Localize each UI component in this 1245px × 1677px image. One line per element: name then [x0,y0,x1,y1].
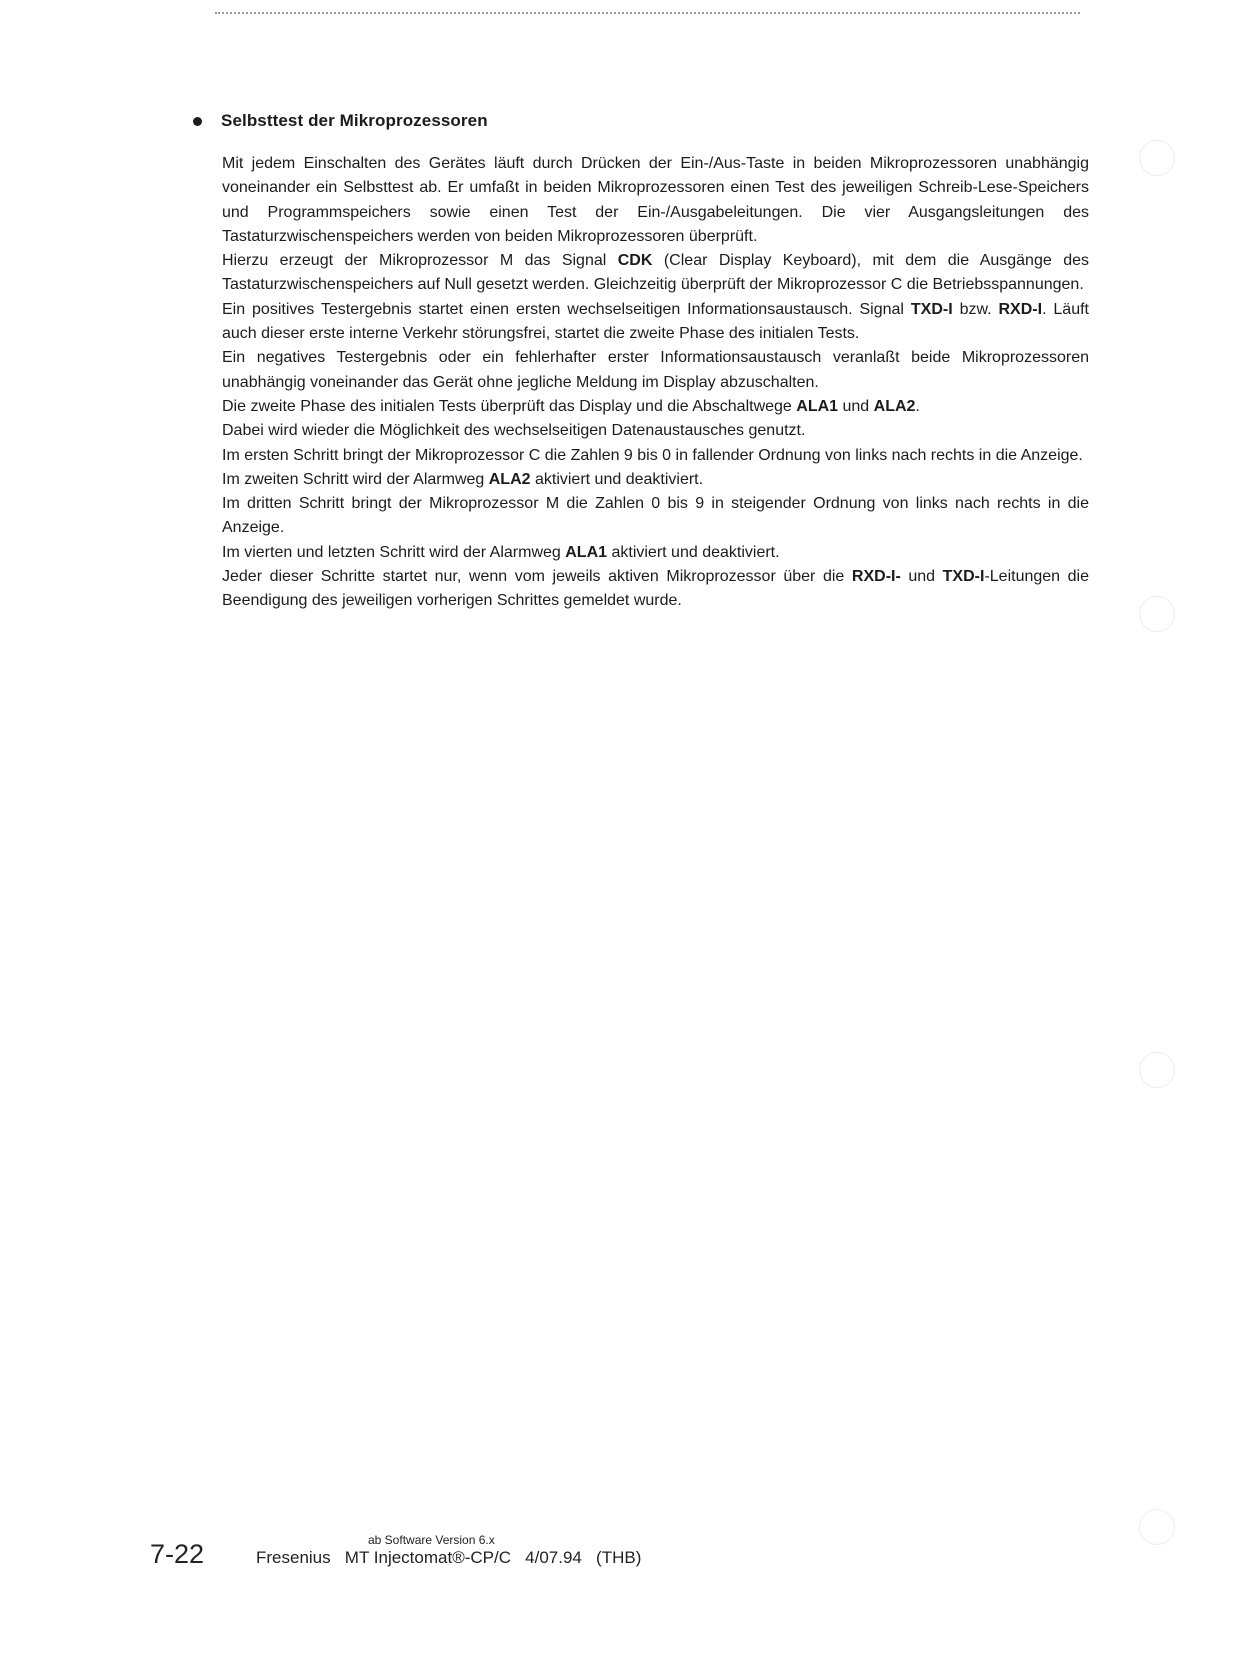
section-self-test [193,104,1093,614]
software-version: ab Software Version 6.x [368,1533,495,1547]
paragraph: Ein negatives Testergebnis oder ein fehlerhafter erster Informationsaustausch veranlaßt beide Mikroprozessoren unabhängig voneinander das Gerät ohne jegliche Meldung im Display abzuschalten. [222,349,1089,391]
paragraph: Ein positives Testergebnis startet einen ersten wechselseitigen Informationsaustausch. Signal TXD-I bzw. RXD-I. Läuft auch dieser erste interne Verkehr störungsfrei, startet die zweite Phase des initialen Tests. [222,300,1089,343]
section-body [222,152,1089,614]
punch-hole-mark [1139,596,1175,632]
signal-term: RXD-I [998,300,1043,318]
page-footer [150,1533,850,1593]
paragraph: Jeder dieser Schritte startet nur, wenn vom jeweils aktiven Mikroprozessor über die RXD-I- und TXD-I-Leitungen die Beendigung des jeweiligen vorherigen Schrittes gemeldet wurde. [222,568,1089,610]
page-number: 7-22 [150,1539,205,1569]
punch-hole-mark [1139,140,1175,176]
document-info: Fresenius MT Injectomat®-CP/C 4/07.94 (THB) [256,1548,642,1567]
signal-term: CDK [617,252,653,270]
top-dotted-rule [215,12,1080,14]
signal-term: ALA1 [796,397,839,415]
paragraph: Hierzu erzeugt der Mikroprozessor M das Signal CDK (Clear Display Keyboard), mit dem die Ausgänge des Tastaturzwischenspeichers auf Null gesetzt werden. Gleichzeitig überprüft der Mikroprozessor C die Betriebsspannungen. [222,252,1089,294]
signal-term: RXD-I- [851,568,901,586]
signal-term: TXD-I [910,300,953,318]
signal-term: ALA1 [565,543,608,561]
bullet-icon [193,117,202,126]
paragraph: Im zweiten Schritt wird der Alarmweg ALA2 aktiviert und deaktiviert. [222,470,704,488]
signal-term: ALA2 [873,397,916,415]
paragraph: Die zweite Phase des initialen Tests überprüft das Display und die Abschaltwege ALA1 und ALA2. [222,397,920,415]
paragraph: Im ersten Schritt bringt der Mikroprozessor C die Zahlen 9 bis 0 in fallender Ordnung von links nach rechts in die Anzeige. [222,446,1083,464]
signal-term: ALA2 [488,470,531,488]
punch-hole-mark [1139,1052,1175,1088]
section-heading: Selbsttest der Mikroprozessoren [221,111,488,130]
paragraph: Im vierten und letzten Schritt wird der Alarmweg ALA1 aktiviert und deaktiviert. [222,543,780,561]
section-heading-row [193,104,1093,138]
paragraph: Mit jedem Einschalten des Gerätes läuft durch Drücken der Ein-/Aus-Taste in beiden Mikroprozessoren unabhängig voneinander ein Selbsttest ab. Er umfaßt in beiden Mikroprozessoren einen Test des jeweiligen Schreib-Lese-Speichers und Programmspeichers sowie einen Test der Ein-/Ausgabeleitungen. Die vier Ausgangsleitungen des Tastaturzwischenspeichers werden von beiden Mikroprozessoren überprüft. [222,155,1089,245]
paragraph: Dabei wird wieder die Möglichkeit des wechselseitigen Datenaustausches genutzt. [222,422,806,440]
punch-hole-mark [1139,1509,1175,1545]
signal-term: TXD-I [942,568,985,586]
paragraph: Im dritten Schritt bringt der Mikroprozessor M die Zahlen 0 bis 9 in steigender Ordnung von links nach rechts in die Anzeige. [222,495,1089,537]
